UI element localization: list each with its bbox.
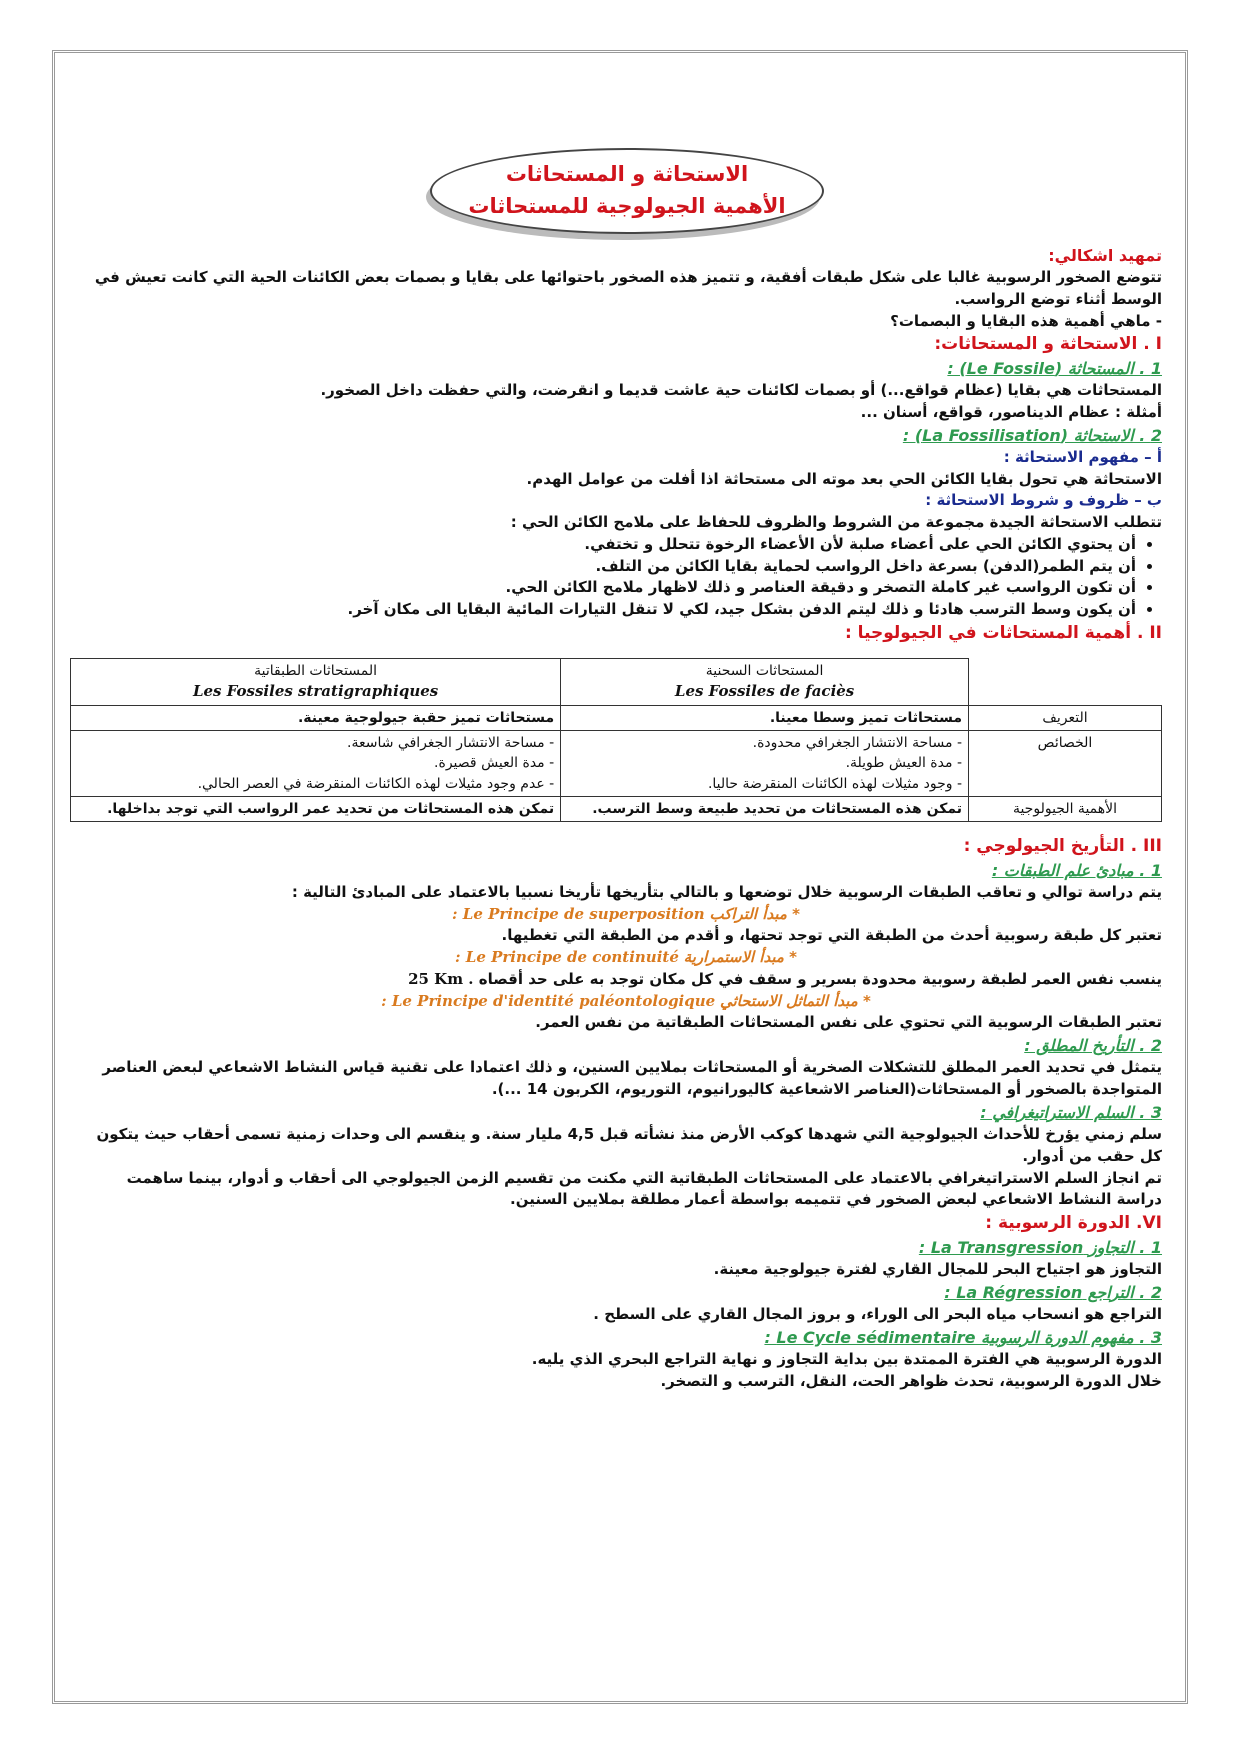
facies-header-fr: Les Fossiles de faciès	[674, 681, 855, 700]
section2-heading: II . أهمية المستحاثات في الجيولوجيا :	[844, 622, 1162, 643]
fossil-examples: أمثلة : عظام الديناصور، قواقع، أسنان ...	[860, 403, 1162, 422]
fossilisation-a-title: أ – مفهوم الاستحاثة :	[1003, 447, 1162, 466]
section4-heading: VI. الدورة الرسوبية :	[985, 1213, 1162, 1234]
title-line-1: الاستحاثة و المستحاثات	[505, 162, 749, 186]
principle-1-title	[90, 904, 1162, 926]
principle-1-text: تعتبر كل طبقة رسوبية أحدث من الطبقة التي توجد تحتها، و أقدم من الطبقة التي تغطيها.	[501, 926, 1162, 945]
section3-sub3-text-2: تم انجاز السلم الاستراتيغرافي بالاعتماد على المستحاثات الطبقاتية التي مكنت من تقسيم الزمن الجيولوجي الى أحقاب و أدوار، بينما ساهمت دراسة النشاط الاشعاعي لبعض الصخور في تتميمه بواسطة أعمار مطلقة بملايين السنين.	[126, 1168, 1162, 1209]
principle-2-distance: 25 Km .	[408, 969, 474, 988]
principle-2-ar: * مبدأ الاستمرارية	[683, 948, 797, 967]
section3-sub1-text: يتم دراسة توالي و تعاقب الطبقات الرسوبية خلال توضعها و بالتالي بتأريخها تأريخا نسبيا بالاعتماد على المبادئ التالية :	[291, 882, 1162, 901]
cell-line: - وجود مثيلات لهذه الكائنات المنقرضة حاليا.	[707, 775, 962, 792]
fossil-definition: المستحاثات هي بقايا (عظام قواقع...) أو بصمات لكائنات حية عاشت قديما و انقرضت، والتي حفظت داخل الصخور.	[320, 381, 1162, 400]
list-item: • أن يحتوي الكائن الحي على أعضاء صلبة لأن الأعضاء الرخوة تتحلل و تختفي.	[90, 534, 1136, 556]
facies-cell: تمكن هذه المستحاثات من تحديد طبيعة وسط الترسب.	[561, 796, 969, 821]
section1-sub2: 2 . الاستحاثة (La Fossilisation) :	[902, 425, 1162, 445]
facies-cell: مستحاثات تميز وسطا معينا.	[561, 705, 969, 730]
strat-header-fr: Les Fossiles stratigraphiques	[192, 681, 439, 700]
document-body	[90, 244, 1162, 1392]
row-label: الخصائص	[969, 730, 1162, 796]
intro-question: - ماهي أهمية هذه البقايا و البصمات؟	[890, 311, 1162, 330]
section4-sub3-text-1: الدورة الرسوبية هي الفترة الممتدة بين بداية التجاوز و نهاية التراجع البحري الذي يليه.	[531, 1349, 1162, 1368]
principle-2-body: ينسب نفس العمر لطبقة رسوبية محدودة بسرير و سقف في كل مكان توجد به على حد أقصاه	[478, 969, 1162, 988]
facies-header-ar: المستحاثات السحنية	[705, 662, 824, 679]
fossilisation-a-text: الاستحاثة هي تحول بقايا الكائن الحي بعد موته الى مستحاثة اذا أفلت من عوامل الهدم.	[526, 469, 1162, 488]
title-line-2: الأهمية الجيولوجية للمستحاثات	[468, 194, 786, 218]
principle-3-title	[90, 991, 1162, 1013]
section4-sub2: 2 . التراجع La Régression :	[944, 1282, 1162, 1302]
list-item: • أن يتم الطمر(الدفن) بسرعة داخل الرواسب لحماية بقايا الكائن من التلف.	[90, 556, 1136, 578]
conditions-list	[90, 534, 1162, 621]
table-row	[71, 705, 1162, 730]
facies-cell	[561, 730, 969, 796]
section4-sub1: 1 . التجاوز La Transgression :	[918, 1237, 1162, 1257]
principle-3-ar: * مبدأ التماثل الاستحاثي	[719, 991, 871, 1010]
section3-sub3-text-1: سلم زمني يؤرخ للأحداث الجيولوجية التي شهدها كوكب الأرض منذ نشأته قبل 4,5 مليار سنة. و ينقسم الى وحدات زمنية تسمى أحقاب حيث يتكون كل حقب من أدوار.	[96, 1125, 1162, 1165]
row-label: الأهمية الجيولوجية	[969, 796, 1162, 821]
facies-header	[561, 658, 969, 705]
section1-heading: I . الاستحاثة و المستحاثات:	[934, 334, 1162, 355]
list-item: • أن تكون الرواسب غير كاملة التصخر و دقيقة العناصر و ذلك لاظهار ملامح الكائن الحي.	[90, 577, 1136, 599]
cell-line: - عدم وجود مثيلات لهذه الكائنات المنقرضة في العصر الحالي.	[197, 775, 555, 792]
fossilisation-b-text: تتطلب الاستحاثة الجيدة مجموعة من الشروط والظروف للحفاظ على ملامح الكائن الحي :	[510, 513, 1162, 532]
section3-sub1: 1 . مبادئ علم الطبقات :	[991, 860, 1162, 880]
strat-cell: مستحاثات تميز حقبة جيولوجية معينة.	[71, 705, 561, 730]
cell-line: - مدة العيش قصيرة.	[434, 755, 555, 772]
fossilisation-b-title: ب – ظروف و شروط الاستحاثة :	[925, 491, 1162, 510]
fossils-table	[70, 658, 1162, 823]
section4-sub3-text-2: خلال الدورة الرسوبية، تحدث ظواهر الحت، النقل، الترسب و التصخر.	[660, 1371, 1162, 1390]
section1-sub1: 1 . المستحاثة (Le Fossile) :	[947, 359, 1162, 379]
section4-sub3: 3 . مفهوم الدورة الرسوبية Le Cycle sédimentaire :	[764, 1327, 1162, 1347]
intro-heading: تمهيد اشكالي:	[1048, 246, 1162, 265]
section3-heading: III . التأريخ الجيولوجي :	[963, 836, 1162, 857]
table-corner-cell	[969, 658, 1162, 705]
section3-sub2: 2 . التأريخ المطلق :	[1024, 1036, 1162, 1056]
strat-cell: تمكن هذه المستحاثات من تحديد عمر الرواسب التي توجد بداخلها.	[71, 796, 561, 821]
section3-sub2-text: يتمثل في تحديد العمر المطلق للتشكلات الصخرية أو المستحاثات بملايين السنين، و ذلك اعتمادا على تقنية قياس النشاط الاشعاعي لبعض العناصر المتواجدة بالصخور أو المستحاثات(العناصر الاشعاعية كاليورانيوم، التوريوم، الكربون 14 ...).	[102, 1058, 1162, 1099]
principle-2-fr: : Le Principe de continuité	[455, 948, 679, 967]
principle-2-text	[90, 969, 1162, 991]
strat-cell	[71, 730, 561, 796]
principle-1-ar: * مبدأ التراكب	[709, 904, 800, 923]
cell-line: - مساحة الانتشار الجغرافي شاسعة.	[347, 734, 555, 751]
section4-sub2-text: التراجع هو انسحاب مياه البحر الى الوراء، و بروز المجال القاري على السطح .	[593, 1304, 1162, 1323]
strat-header	[71, 658, 561, 705]
table-row	[71, 730, 1162, 796]
title-box	[430, 148, 824, 234]
principle-2-title	[90, 947, 1162, 969]
cell-line: - مساحة الانتشار الجغرافي محدودة.	[752, 734, 962, 751]
cell-line: - مدة العيش طويلة.	[845, 755, 962, 772]
principle-1-fr: : Le Principe de superposition	[452, 904, 705, 923]
table-header-row	[71, 658, 1162, 705]
intro-text: تتوضع الصخور الرسوبية غالبا على شكل طبقات أفقية، و تتميز هذه الصخور باحتوائها على بقايا و بصمات بعض الكائنات الحية التي كانت تعيش في الوسط أثناء توضع الرواسب.	[94, 268, 1162, 308]
list-item: • أن يكون وسط الترسب هادئا و ذلك ليتم الدفن بشكل جيد، لكي لا تنقل التيارات المائية البقايا الى مكان آخر.	[90, 599, 1136, 621]
section4-sub1-text: التجاوز هو اجتياح البحر للمجال القاري لفترة جيولوجية معينة.	[713, 1259, 1162, 1278]
row-label: التعريف	[969, 705, 1162, 730]
strat-header-ar: المستحاثات الطبقاتية	[254, 662, 378, 679]
principle-3-fr: : Le Principe d'identité paléontologique	[381, 991, 716, 1010]
table-row	[71, 796, 1162, 821]
section3-sub3: 3 . السلم الاستراتيغرافي :	[980, 1102, 1162, 1122]
principle-3-text: تعتبر الطبقات الرسوبية التي تحتوي على نفس المستحاثات الطبقاتية من نفس العمر.	[535, 1013, 1162, 1032]
